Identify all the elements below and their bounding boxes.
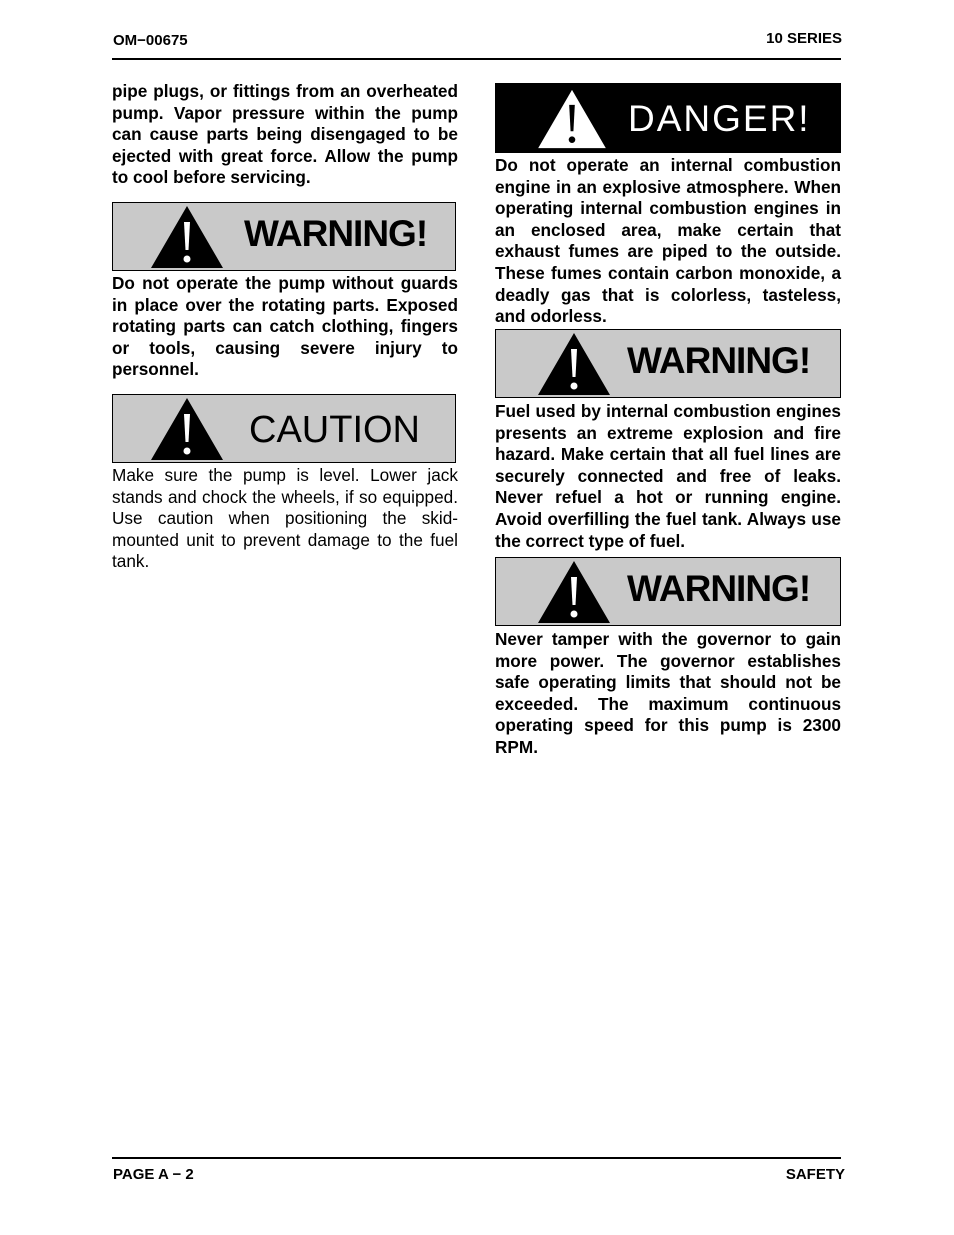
danger-label: DANGER! — [628, 98, 811, 139]
warning-label: WARNING! — [244, 213, 428, 254]
header-rule — [112, 58, 841, 60]
warning-label: WARNING! — [627, 340, 811, 381]
warning-triangle-icon — [536, 331, 612, 397]
danger-text: Do not operate an internal combustion engine in an explosive atmosphere. When operating internal combustion engines in an enclosed area, make certain that exhaust fumes are piped to the outside. These fumes contain carbon monoxide, a deadly gas that is colorless, tasteless, and odorless. — [495, 155, 841, 327]
section-label: SAFETY — [785, 1166, 845, 1183]
series-label: 10 SERIES — [766, 30, 842, 47]
right-column — [495, 83, 841, 759]
caution-text: Make sure the pump is level. Lower jack stands and chock the wheels, if so equipped. Use caution when positioning the skid-mounted unit to prevent damage to the fuel tank. — [112, 465, 458, 572]
warning-text: Do not operate the pump without guards in place over the rotating parts. Exposed rotating parts can catch clothing, fingers or tools, causing severe injury to personnel. — [112, 273, 458, 380]
danger-triangle-icon — [536, 88, 608, 150]
warning-text: Never tamper with the governor to gain more power. The governor establishes safe operating limits that should not be exceeded. The maximum continuous operating speed for this pump is 2300 RPM. — [495, 629, 841, 757]
warning-sign — [112, 202, 456, 271]
warning-triangle-icon — [149, 204, 225, 270]
warning-triangle-icon — [536, 559, 612, 625]
caution-sign — [112, 394, 456, 463]
page-number: PAGE A − 2 — [113, 1166, 194, 1183]
footer-rule — [112, 1157, 841, 1159]
caution-triangle-icon — [149, 396, 225, 462]
doc-number: OM−00675 — [113, 32, 188, 49]
warning-sign — [495, 329, 841, 398]
danger-sign — [495, 83, 841, 153]
warning-text: Fuel used by internal combustion engines presents an extreme explosion and fire hazard. Make certain that all fuel lines are securely connected and free of leaks. Never refuel a hot or running engine. Avoid overfilling the fuel tank. Always use the correct type of fuel. — [495, 401, 841, 551]
warning-label: WARNING! — [627, 568, 811, 609]
caution-label: CAUTION — [249, 409, 420, 451]
warning-sign — [495, 557, 841, 626]
intro-paragraph: pipe plugs, or fittings from an overheated pump. Vapor pressure within the pump can cause parts being disengaged to be ejected with great force. Allow the pump to cool before servicing. — [112, 81, 458, 188]
left-column — [112, 81, 458, 573]
